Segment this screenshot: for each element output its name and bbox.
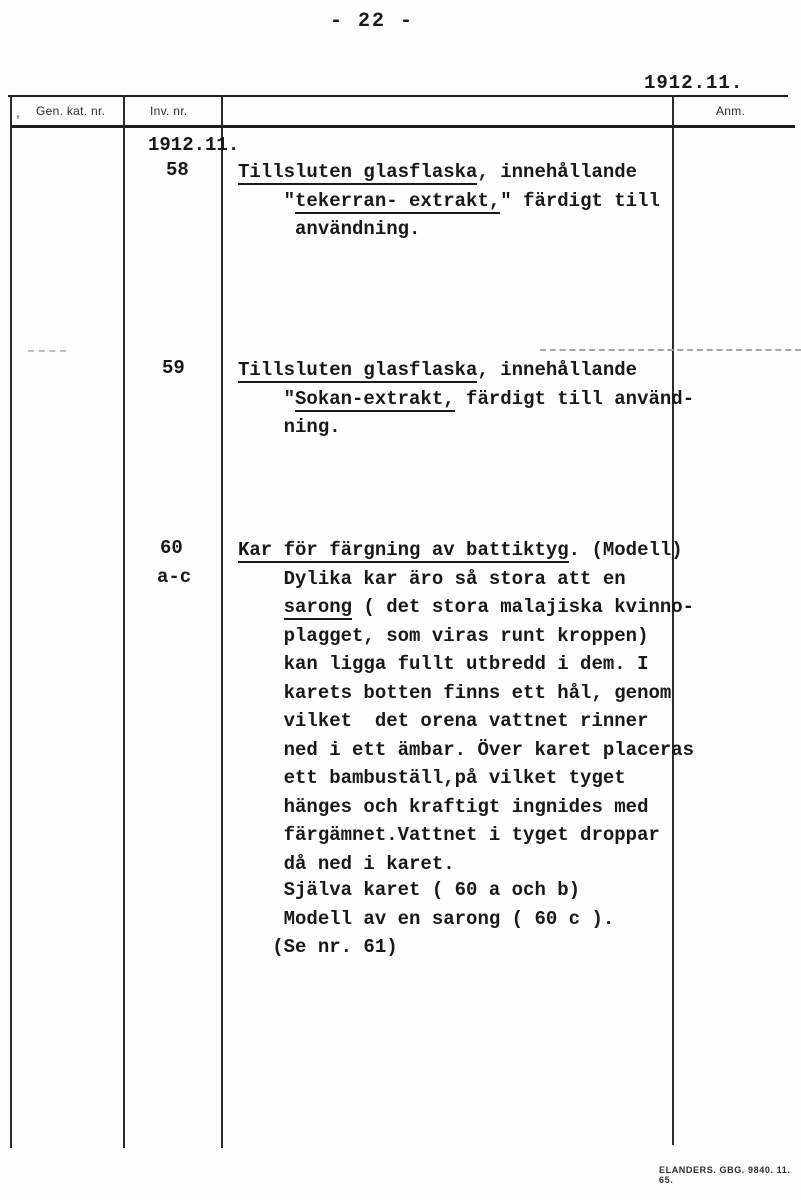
text-line	[238, 187, 758, 216]
text-line	[238, 356, 758, 385]
text-line	[238, 565, 778, 594]
text-line	[238, 593, 778, 622]
column-header-inv-nr: Inv. nr.	[150, 104, 188, 118]
text-segment: , innehållande	[477, 161, 638, 183]
column-header-gen-kat-nr: Gen. kat. nr.	[36, 104, 106, 118]
text-line	[238, 933, 758, 962]
text-line	[238, 905, 758, 934]
inv-nr-60-sub: a-c	[157, 566, 192, 588]
text-line	[238, 158, 758, 187]
underlined-text: Tillsluten glasflaska	[238, 161, 478, 183]
text-line	[238, 679, 778, 708]
inv-nr-58: 58	[166, 159, 189, 181]
text-segment: färdigt till använd-	[454, 387, 695, 410]
text-line	[238, 385, 758, 414]
fold-line-left	[28, 350, 66, 352]
table-left-border	[10, 95, 12, 1148]
year-label: 1912.11.	[148, 134, 240, 156]
text-segment	[238, 596, 284, 618]
text-segment: "	[238, 189, 296, 212]
underlined-text: Kar för färgning av battiktyg	[238, 539, 569, 561]
entry-60-text	[238, 536, 778, 878]
text-line	[238, 650, 778, 679]
text-segment: karets botten finns ett hål, genom	[238, 681, 672, 704]
column-divider-gen-kat	[123, 95, 125, 1148]
text-segment: (Se nr. 61)	[238, 936, 398, 958]
text-segment: ned i ett ämbar. Över karet placeras	[238, 738, 695, 761]
page-number: - 22 -	[330, 10, 415, 33]
text-segment: plagget, som viras runt kroppen)	[238, 624, 649, 647]
text-line	[238, 622, 778, 651]
text-segment: ning.	[238, 416, 341, 438]
entry-58-text	[238, 158, 758, 244]
text-segment: vilket det orena vattnet rinner	[238, 710, 649, 732]
printer-mark: ELANDERS. GBG. 9840. 11. 65.	[659, 1165, 791, 1185]
text-segment: Dylika kar äro så stora att en	[238, 567, 626, 590]
text-line	[238, 413, 758, 442]
text-segment: då ned i karet.	[238, 852, 455, 875]
text-segment: , innehållande	[477, 359, 638, 381]
text-segment: "	[238, 387, 296, 410]
text-segment: " färdigt till	[500, 189, 660, 212]
column-header-anm: Anm.	[716, 104, 746, 118]
text-line	[238, 793, 778, 822]
text-segment: användning.	[238, 218, 421, 240]
underlined-text: Tillsluten glasflaska	[238, 359, 478, 381]
text-line	[238, 215, 758, 244]
text-line	[238, 536, 778, 565]
inv-nr-60: 60	[160, 537, 183, 559]
inv-nr-59: 59	[162, 357, 185, 379]
text-line	[238, 850, 778, 879]
table-header-bottom-rule	[10, 125, 795, 128]
entry-59-text	[238, 356, 758, 442]
fold-line-right	[540, 349, 801, 351]
column-divider-inv-nr	[221, 95, 223, 1148]
underlined-text: tekerran- extrakt,	[295, 189, 501, 212]
text-segment: Själva karet ( 60 a och b)	[238, 879, 581, 901]
text-segment: Modell av en sarong ( 60 c ).	[238, 907, 615, 930]
text-line	[238, 876, 758, 905]
text-line	[238, 821, 778, 850]
date-header: 1912.11.	[644, 72, 744, 94]
stray-ink-mark: ,	[16, 104, 20, 120]
table-top-rule	[8, 95, 788, 97]
text-segment: ett bambuställ,på vilket tyget	[238, 767, 626, 789]
text-line	[238, 736, 778, 765]
text-segment: färgämnet.Vattnet i tyget droppar	[238, 824, 660, 846]
underlined-text: Sokan-extrakt,	[295, 387, 455, 410]
text-line	[238, 707, 778, 736]
text-segment: hänges och kraftigt ingnides med	[238, 795, 649, 818]
underlined-text: sarong	[283, 596, 353, 618]
text-segment: kan ligga fullt utbredd i dem. I	[238, 653, 649, 675]
text-segment: ( det stora malajiska kvinno-	[352, 596, 695, 618]
text-segment: . (Modell)	[568, 539, 683, 561]
text-line	[238, 764, 778, 793]
entry-60-note-text	[238, 876, 758, 962]
